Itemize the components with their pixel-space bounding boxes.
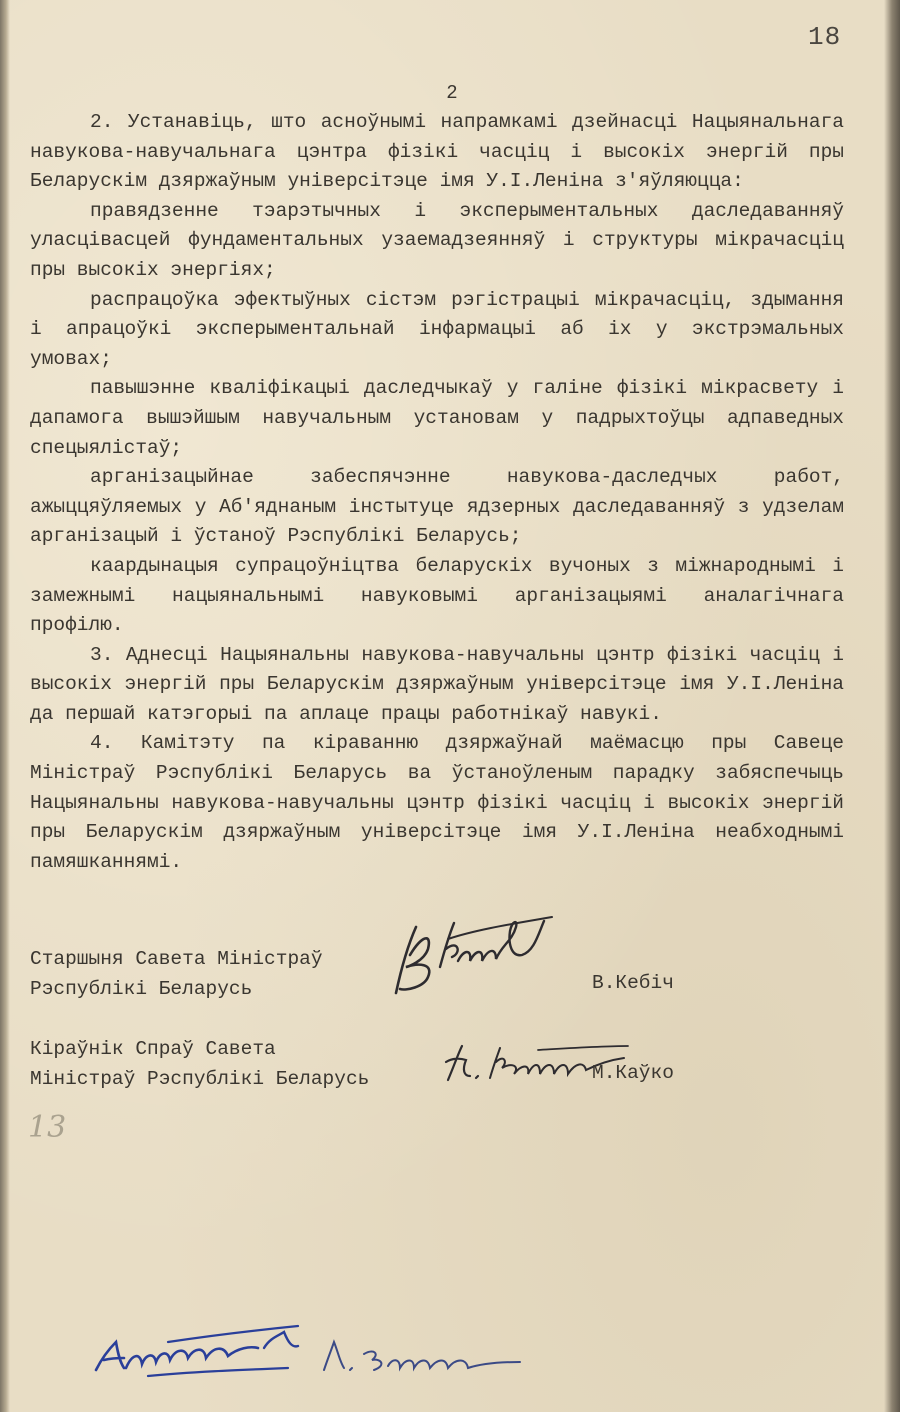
paragraph-coordination: каардынацыя супрацоўніцтва беларускіх вучоных з міжнароднымі і замежнымі нацыянальнымі навуковымі арганізацыямі аналагічнага профілю.: [30, 554, 844, 637]
signature-kebich-image: [388, 905, 558, 1000]
document-body: [30, 108, 844, 877]
paragraph-qualification: павышэнне кваліфікацыі даследчыкаў у галіне фізікі мікрасвету і дапамога вышэйшым навучальным установам у падрыхтоўцы адпаведных спецыялістаў;: [30, 377, 844, 459]
paragraph-research: правядзенне тэарэтычных і эксперыментальных даследаванняў уласцівасцей фундаментальных узаемадзеянняў і структуры мікрачасціц пры высокіх энергіях;: [30, 199, 844, 281]
paragraph-4: 4. Камітэту па кіраванню дзяржаўнай маёмасцю пры Савеце Міністраў Рэспублікі Беларусь ва ўстаноўленым парадку забяспечыць Нацыянальны навукова-навучальны цэнтр фізікі часціц і высокіх энергій пры Беларускім дзяржаўным універсітэце імя У.І.Леніна неабходнымі памяшканнямі.: [30, 732, 844, 873]
page-edge-left: [0, 0, 10, 1412]
paragraph-systems: распрацоўка эфектыўных сістэм рэгістрацыі мікрачасціц, здымання і апрацоўкі эксперыментальнай інфармацыі аб іх у экстрэмальных умовах;: [30, 288, 844, 370]
margin-pencil-number: 13: [28, 1110, 67, 1145]
paragraph-organization: арганізацыйнае забеспячэнне навукова-даследчых работ, ажыццяўляемых у Аб'яднаным інстытуце ядзерных даследаванняў з удзелам арганізацый і ўстаноў Рэспублікі Беларусь;: [30, 466, 844, 548]
page-edge-right: [884, 0, 900, 1412]
signature-title-head: Кіраўнік Спраў Савета Міністраў Рэспублікі Беларусь: [30, 1038, 370, 1090]
paragraph-2: 2. Устанавіць, што асноўнымі напрамкамі дзейнасці Нацыянальнага навукова-навучальнага цэнтра фізікі часціц і высокіх энергій пры Беларускім дзяржаўным універсітэце імя У.І.Леніна з'яўляюцца:: [30, 111, 844, 193]
page-number: 2: [446, 82, 458, 104]
signature-name-kauko: М.Каўко: [592, 1062, 674, 1084]
paragraph-3: 3. Аднесці Нацыянальны навукова-навучальны цэнтр фізікі часціц і высокіх энергій пры Беларускім дзяржаўным універсітэце імя У.І.Леніна да першай катэгорыі па аплаце працы работнікаў навукі.: [30, 643, 844, 725]
signature-title-chairman: Старшыня Савета Міністраў Рэспублікі Беларусь: [30, 948, 323, 1000]
visa-signatures-image: [88, 1318, 528, 1390]
signature-name-kebich: В.Кебіч: [592, 972, 674, 994]
folio-number: 18: [808, 22, 842, 52]
